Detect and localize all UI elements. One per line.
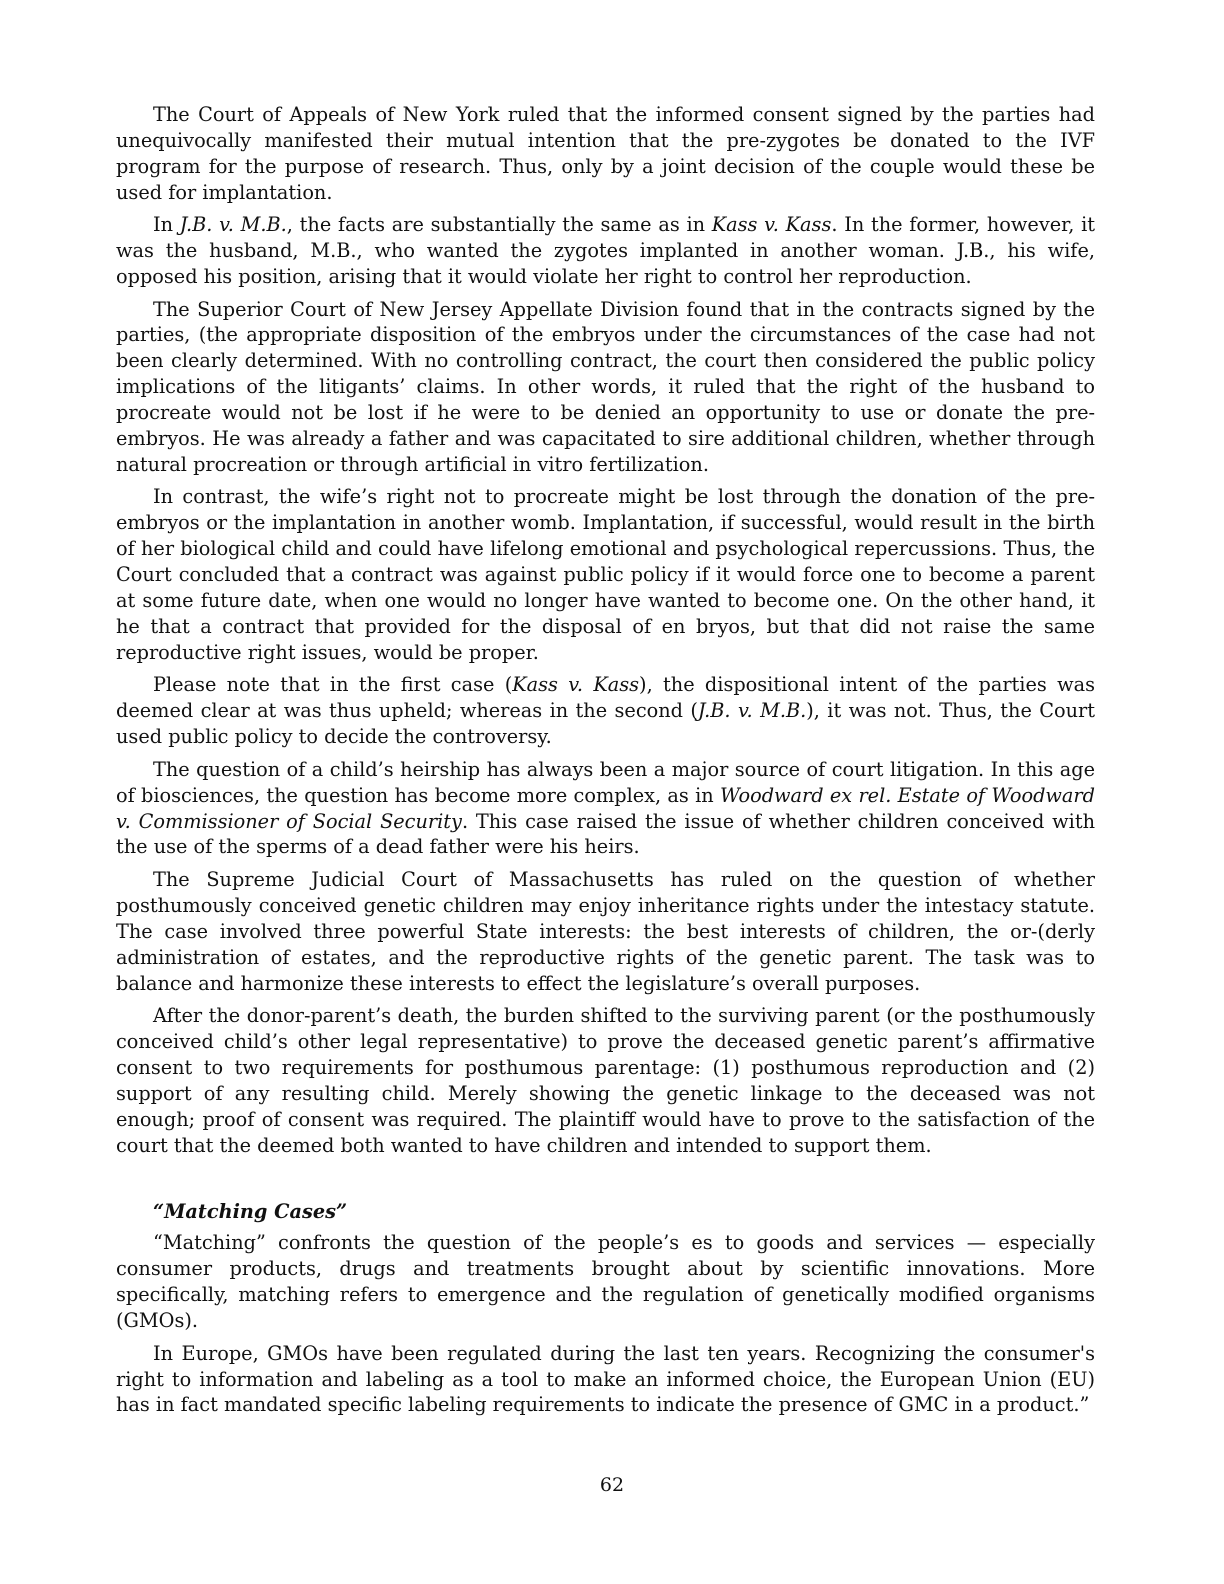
text-run: After the donor-parent’s death, the burden shifted to the surviving parent (or the posthumously conceived child’s other legal representative) to prove the deceased genetic parent’s affirmative consent to two requirements for posthumous parentage: (1) posthumous reproduction and (2) support of any resulting child. Merely showing the genetic linkage to the deceased was not enough; proof of consent was required. The plaintiff would have to prove to the satisfaction of the court that the deemed both wanted to have children and intended to support them. [116, 1004, 1095, 1157]
paragraph [116, 102, 1095, 206]
case-citation: Woodward ex rel. Estate of Woodward v. Commissioner of Social Security [116, 783, 1095, 833]
section-heading: “Matching Cases” [153, 1199, 348, 1223]
paragraph [116, 212, 1095, 290]
text-run: ), the dispositional intent of the parties was deemed clear at was thus upheld; whereas in the second ( [116, 673, 1095, 723]
document-page [116, 102, 1095, 1425]
text-run: . In the former, however, it was the husband, M.B., who wanted the zygotes implanted in another woman. J.B., his wife, opposed his position, arising that it would violate her right to control her reproduction. [116, 213, 1096, 289]
case-citation: Kass v. Kass [711, 213, 832, 237]
text-run: , the facts are substantially the same as in [286, 213, 712, 237]
paragraph [116, 484, 1095, 665]
paragraph [116, 1341, 1095, 1419]
text-run: Please note that in the first case ( [153, 673, 513, 697]
text-run: The Supreme Judicial Court of Massachusetts has ruled on the question of whether posthumously conceived genetic children may enjoy inheritance rights under the intestacy statute. The case involved three powerful State interests: the best interests of children, the or-(derly administration of estates, and the reproductive rights of the genetic parent. The task was to balance and harmonize these interests to effect the legislature’s overall purposes. [116, 867, 1095, 995]
body-text-after-heading [116, 1230, 1095, 1418]
text-run: In Europe, GMOs have been regulated during the last ten years. Recognizing the consumer's right to information and labeling as a tool to make an informed choice, the European Union (EU) has in fact mandated specific labeling requirements to indicate the presence of GMC in a product.” [116, 1341, 1095, 1417]
text-run: In contrast, the wife’s right not to procreate might be lost through the donation of the pre-embryos or the implantation in another womb. Implantation, if successful, would result in the birth of her biological child and could have lifelong emotional and psychological repercussions. Thus, the Court concluded that a contract was against public policy if it would force one to become a parent at some future date, when one would no longer have wanted to become one. On the other hand, it he that a contract that provided for the disposal of en bryos, but that did not raise the same reproductive right issues, would be proper. [116, 485, 1095, 664]
text-run: . This case raised the issue of whether children conceived with the use of the sperms of a dead father were his heirs. [116, 809, 1095, 859]
text-run: In [153, 213, 180, 237]
text-run: ), it was not. Thus, the Court used public policy to decide the controversy. [116, 699, 1095, 749]
paragraph [116, 1230, 1095, 1334]
text-run: The question of a child’s heirship has always been a major source of court litigation. In this age of biosciences, the question has become more complex, as in [116, 757, 1095, 807]
paragraph [116, 757, 1095, 861]
case-citation: J.B. v. M.B. [179, 213, 287, 237]
page-number: 62 [599, 1474, 625, 1496]
text-run: The Superior Court of New Jersey Appellate Division found that in the contracts signed by the parties, (the appropriate disposition of the embryos under the circumstances of the case had not been clearly determined. With no controlling contract, the court then considered the public policy implications of the litigants’ claims. In other words, it ruled that the right of the husband to procreate would not be lost if he were to be denied an opportunity to use or donate the pre-embryos. He was already a father and was capacitated to sire additional children, whether through natural procreation or through artificial in vitro fertilization. [116, 297, 1095, 476]
text-run: The Court of Appeals of New York ruled that the informed consent signed by the parties had unequivocally manifested their mutual intention that the pre-zygotes be donated to the IVF program for the purpose of research. Thus, only by a joint decision of the couple would these be used for implantation. [116, 103, 1095, 204]
paragraph [116, 297, 1095, 478]
text-run: “Matching” confronts the question of the people’s es to goods and services — especially consumer products, drugs and treatments brought about by scientific innovations. More specifically, matching refers to emergence and the regulation of genetically modified organisms (GMOs). [116, 1231, 1095, 1333]
paragraph [116, 1003, 1095, 1158]
body-text-before-heading [116, 102, 1095, 1159]
paragraph [116, 672, 1095, 750]
paragraph [116, 867, 1095, 997]
case-citation: J.B. v. M.B. [697, 699, 807, 723]
case-citation: Kass v. Kass [512, 673, 640, 697]
